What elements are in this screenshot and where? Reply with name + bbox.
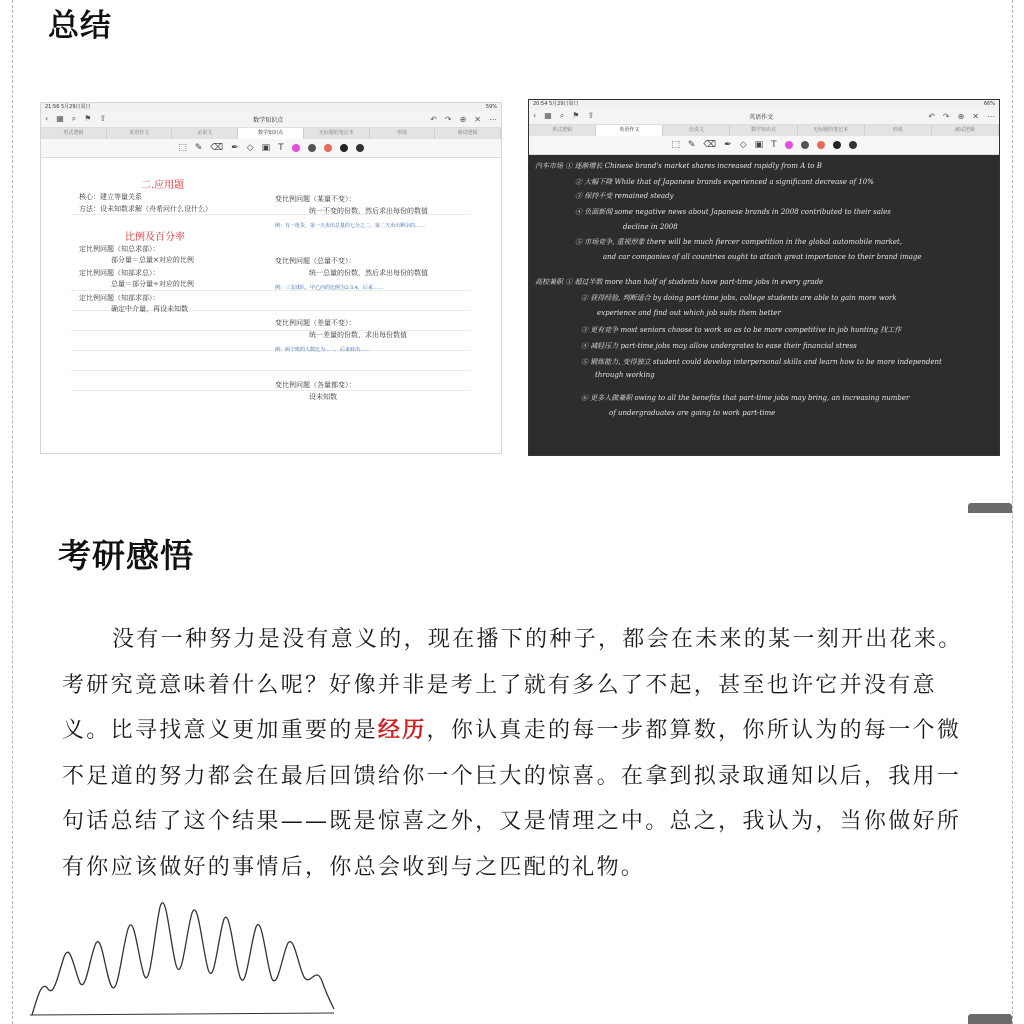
redo-icon[interactable]: ↷ bbox=[942, 111, 950, 121]
status-battery: 66% bbox=[983, 101, 995, 107]
more-icon[interactable]: ⋯ bbox=[489, 114, 497, 124]
note-text: 汽车市场 ① 逐渐增长 Chinese brand's market shares increased rapidly from A to B bbox=[535, 162, 822, 170]
tab[interactable]: 形成 bbox=[370, 128, 436, 139]
note-text: 确定中介量，再设未知数 bbox=[111, 305, 188, 313]
pen-icon[interactable]: ✎ bbox=[687, 140, 696, 150]
text-icon[interactable]: T bbox=[771, 140, 777, 150]
tab[interactable]: 无标题的笔记本 bbox=[798, 125, 865, 136]
color-swatch[interactable] bbox=[817, 141, 825, 149]
tab[interactable]: 形成 bbox=[865, 125, 932, 136]
note-text: ④ 负面新闻 some negative news about Japanese brands in 2008 contributed to their sales bbox=[575, 208, 891, 216]
color-swatch[interactable] bbox=[833, 141, 841, 149]
note-page[interactable] bbox=[529, 155, 999, 455]
essay-text: ，你认真走的每一步都算数，你所认为的每一个微不足道的努力都会在最后回馈给你一个巨大的惊喜。在拿到拟录取通知以后，我用一句话总结了这个结果——既是惊喜之外，又是情理之中。总之，我认为，当你做好所有你应该做好的事情后，你总会收到与之匹配的礼物。 bbox=[62, 718, 962, 880]
highlighter-icon[interactable]: ✒ bbox=[724, 140, 732, 150]
note-example: 例：三支球队，甲乙丙的比例为2:3:4，后来…… bbox=[275, 285, 383, 291]
note-text: through working bbox=[595, 371, 655, 379]
back-icon[interactable]: ‹ bbox=[45, 114, 49, 123]
note-text: 定比例问题（知部求部）： bbox=[79, 294, 160, 302]
notebook-tabs bbox=[529, 125, 999, 136]
essay-text: 没有一种努力是没有意义的，现在播下的种子，都会在未来的某一刻开出花来。考研究竟意味着什么呢？好像并非是考上了就有多么了不起，甚至也许它并没有意义。比寻找意义更加重要的是 bbox=[62, 627, 963, 743]
tab[interactable]: 英语作文 bbox=[107, 128, 173, 139]
color-swatch[interactable] bbox=[340, 144, 348, 152]
lasso-icon[interactable]: ⬚ bbox=[178, 143, 187, 153]
eraser-icon[interactable]: ⌫ bbox=[210, 143, 224, 153]
note-text: 变比例问题（差量不变）： bbox=[275, 319, 356, 327]
note-text: ② 大幅下降 While that of Japanese brands experienced a significant decrease of 10% bbox=[575, 178, 874, 186]
tab-active[interactable]: 英语作文 bbox=[596, 125, 663, 136]
english-notes-screenshot bbox=[528, 99, 1000, 456]
note-page[interactable] bbox=[41, 158, 501, 454]
note-heading: 二.应用题 bbox=[141, 180, 185, 191]
tab[interactable]: 形式逻辑 bbox=[529, 125, 596, 136]
highlighter-icon[interactable]: ✒ bbox=[231, 143, 239, 153]
decorative-wave-drawing bbox=[28, 885, 338, 1020]
ruled-line bbox=[71, 290, 471, 291]
bookmark-icon[interactable]: ⚑ bbox=[572, 111, 580, 120]
note-heading: 比例及百分率 bbox=[125, 232, 185, 243]
note-text: 部分量＝总量×对应的比例 bbox=[111, 256, 194, 264]
color-swatch[interactable] bbox=[292, 144, 300, 152]
note-text: 变比例问题（总量不变）： bbox=[275, 257, 356, 265]
note-text: of undergraduates are going to work part-time bbox=[609, 409, 776, 417]
note-text: 统一总量的份数，然后求出每份的数值 bbox=[309, 269, 428, 277]
insight-title: 考研感悟 bbox=[58, 536, 194, 575]
share-icon[interactable]: ⇪ bbox=[587, 111, 595, 120]
ruled-line bbox=[71, 390, 471, 391]
note-text: ② 获得经验, 判断适合 by doing part-time jobs, college students are able to gain more work bbox=[581, 294, 897, 302]
tab[interactable]: 论说文 bbox=[663, 125, 730, 136]
note-text: ④ 减轻压力 part-time jobs may allow undergrates to ease their financial stress bbox=[581, 342, 857, 350]
grid-icon[interactable]: ▦ bbox=[56, 114, 64, 123]
tab[interactable]: 论说文 bbox=[172, 128, 238, 139]
note-text: ③ 更有竞争 most seniors choose to work so as to be more competitive in job hunting 找工作 bbox=[581, 326, 902, 334]
ruled-line bbox=[71, 350, 471, 351]
status-bar bbox=[41, 103, 501, 111]
tab[interactable]: 数学知识点 bbox=[730, 125, 797, 136]
page-border-right bbox=[1012, 0, 1013, 1024]
essay-paragraph bbox=[62, 617, 982, 890]
bookmark-icon[interactable]: ⚑ bbox=[84, 114, 92, 123]
pen-toolbar bbox=[529, 136, 999, 155]
color-swatch[interactable] bbox=[849, 141, 857, 149]
search-icon[interactable]: ⌕ bbox=[71, 114, 77, 123]
tab[interactable]: 无标题的笔记本 bbox=[304, 128, 370, 139]
note-text: decline in 2008 bbox=[623, 223, 678, 231]
eraser-icon[interactable]: ⌫ bbox=[703, 140, 717, 150]
tab[interactable]: 被试逻辑 bbox=[932, 125, 999, 136]
status-time: 21:56 5月29日周日 bbox=[45, 104, 91, 110]
ruled-line bbox=[71, 370, 471, 371]
color-swatch[interactable] bbox=[801, 141, 809, 149]
close-icon[interactable]: ✕ bbox=[972, 111, 979, 121]
note-text: 定比例问题（知部求总）： bbox=[79, 269, 160, 277]
tab[interactable]: 形式逻辑 bbox=[41, 128, 107, 139]
close-icon[interactable]: ✕ bbox=[474, 114, 481, 124]
note-text: 变比例问题（某量不变）： bbox=[275, 195, 356, 203]
status-time: 20:54 5月29日周日 bbox=[533, 101, 579, 107]
status-bar bbox=[529, 100, 999, 108]
note-text: ⑥ 更多人做兼职 owing to all the benefits that part-time jobs may bring, an increasing number bbox=[581, 394, 910, 402]
app-toolbar bbox=[529, 108, 999, 125]
note-text: 总量＝部分量÷对应的比例 bbox=[111, 280, 194, 288]
note-example: 例：两个班的人数比为……，后来转出…… bbox=[275, 347, 371, 353]
doc-title[interactable]: 英语作文 bbox=[749, 113, 774, 121]
tab-active[interactable]: 数学知识点 bbox=[238, 128, 304, 139]
note-text: ⑤ 锻炼能力, 变得独立 student could develop interpersonal skills and learn how to be more independent bbox=[581, 358, 942, 366]
note-text: 定比例问题（知总求部）： bbox=[79, 245, 160, 253]
page-border-left bbox=[12, 0, 13, 1024]
note-text: experience and find out which job suits them better bbox=[597, 309, 781, 317]
note-text: 方法：设未知数求解（舟希问什么设什么） bbox=[79, 205, 212, 213]
note-text: ③ 保持不变 remained steady bbox=[575, 192, 674, 200]
color-swatch[interactable] bbox=[308, 144, 316, 152]
note-text: and car companies of all countries ought to attach great importance to their brand image bbox=[603, 253, 922, 261]
section-tab-marker[interactable] bbox=[968, 1014, 1012, 1024]
note-text: 统一差量的份数，求出每份数值 bbox=[309, 331, 407, 339]
app-toolbar bbox=[41, 111, 501, 128]
shapes-icon[interactable]: ◇ bbox=[739, 140, 747, 150]
image-icon[interactable]: ▣ bbox=[754, 140, 764, 150]
text-icon[interactable]: T bbox=[278, 143, 284, 153]
color-swatch[interactable] bbox=[785, 141, 793, 149]
note-text: 统一不变的份数，然后求出每份的数值 bbox=[309, 207, 428, 215]
note-text: ⑤ 市场竞争, 重视形象 there will be much fiercer competition in the global automobile market, bbox=[575, 238, 903, 246]
essay-emphasis: 经历 bbox=[377, 717, 427, 743]
share-icon[interactable]: ⇪ bbox=[99, 114, 107, 123]
add-page-icon[interactable]: ⊕ bbox=[459, 114, 467, 124]
redo-icon[interactable]: ↷ bbox=[444, 114, 452, 124]
color-swatch[interactable] bbox=[356, 144, 364, 152]
undo-icon[interactable]: ↶ bbox=[430, 114, 437, 124]
pen-toolbar bbox=[41, 139, 501, 158]
note-text: 核心：建立等量关系 bbox=[79, 193, 142, 201]
note-text: 设未知数 bbox=[309, 393, 337, 401]
doc-title[interactable]: 数学知识点 bbox=[253, 116, 284, 124]
back-icon[interactable]: ‹ bbox=[533, 111, 537, 120]
math-notes-screenshot bbox=[40, 102, 502, 454]
shapes-icon[interactable]: ◇ bbox=[246, 143, 254, 153]
notebook-tabs bbox=[41, 128, 501, 139]
grid-icon[interactable]: ▦ bbox=[544, 111, 552, 120]
undo-icon[interactable]: ↶ bbox=[928, 111, 935, 121]
note-text: 高校兼职 ① 超过半数 more than half of students have part-time jobs in every grade bbox=[535, 278, 824, 286]
search-icon[interactable]: ⌕ bbox=[559, 111, 565, 120]
color-swatch[interactable] bbox=[324, 144, 332, 152]
tab[interactable]: 被试逻辑 bbox=[435, 128, 501, 139]
note-example: 例：有一批货，第一天卖出总量的七分之二，第二天卖出剩余的…… bbox=[275, 223, 426, 229]
status-battery: 59% bbox=[485, 104, 497, 110]
image-icon[interactable]: ▣ bbox=[261, 143, 271, 153]
summary-title: 总结 bbox=[48, 8, 112, 44]
note-text: 变比例问题（各量都变）： bbox=[275, 381, 356, 389]
add-page-icon[interactable]: ⊕ bbox=[957, 111, 965, 121]
more-icon[interactable]: ⋯ bbox=[987, 111, 995, 121]
section-tab-marker[interactable] bbox=[968, 503, 1012, 513]
lasso-icon[interactable]: ⬚ bbox=[671, 140, 680, 150]
pen-icon[interactable]: ✎ bbox=[194, 143, 203, 153]
ruled-line bbox=[71, 330, 471, 331]
